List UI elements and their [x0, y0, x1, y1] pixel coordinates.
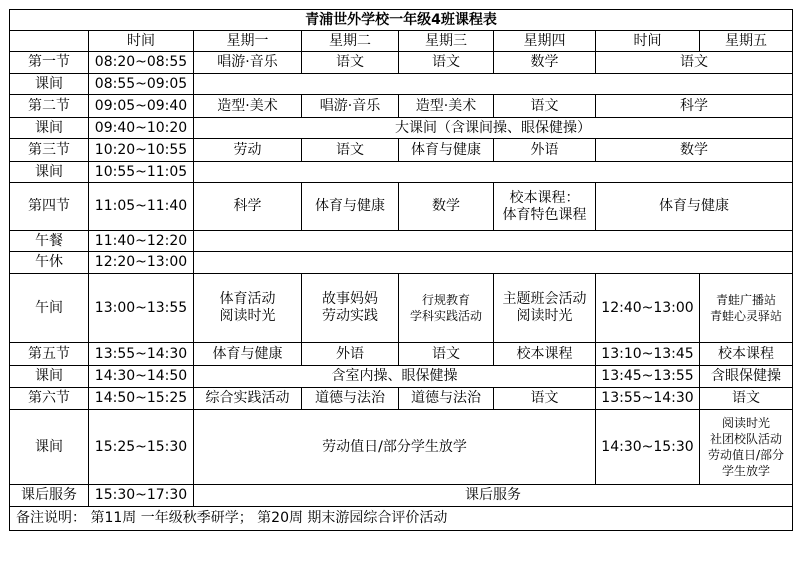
time-friday-cell: 14:30~15:30 [596, 410, 700, 485]
tuesday-cell: 语文 [302, 52, 399, 74]
tuesday-cell: 唱游·音乐 [302, 95, 399, 118]
span-activity-cell: 课后服务 [194, 485, 793, 507]
row-break-5 [10, 366, 793, 388]
thursday-cell [494, 183, 596, 231]
row-label: 课间 [10, 410, 89, 485]
header-monday: 星期一 [194, 31, 302, 52]
tuesday-cell [302, 274, 399, 343]
row-break-6 [10, 410, 793, 485]
row-label: 第三节 [10, 139, 89, 162]
row-label: 午休 [10, 252, 89, 274]
span-activity-cell: 含室内操、眼保健操 [194, 366, 596, 388]
time-cell: 15:25~15:30 [89, 410, 194, 485]
row-break-3 [10, 162, 793, 183]
wednesday-cell: 造型·美术 [399, 95, 494, 118]
friday-cell: 体育与健康 [596, 183, 793, 231]
row-noon [10, 274, 793, 343]
row-label: 课间 [10, 366, 89, 388]
header-tuesday: 星期二 [302, 31, 399, 52]
time-cell: 14:50~15:25 [89, 388, 194, 410]
tuesday-cell: 道德与法治 [302, 388, 399, 410]
row-label: 第二节 [10, 95, 89, 118]
monday-cell: 科学 [194, 183, 302, 231]
time-cell: 12:20~13:00 [89, 252, 194, 274]
header-wednesday: 星期三 [399, 31, 494, 52]
cell-line: 行规教育 [421, 293, 470, 307]
row-period-6 [10, 388, 793, 410]
friday-cell [700, 274, 793, 343]
thursday-cell: 校本课程 [494, 343, 596, 366]
wednesday-cell: 数学 [399, 183, 494, 231]
time-cell: 13:55~14:30 [89, 343, 194, 366]
monday-cell [194, 274, 302, 343]
row-period-4 [10, 183, 793, 231]
friday-cell: 科学 [596, 95, 793, 118]
row-period-3 [10, 139, 793, 162]
row-label: 课间 [10, 162, 89, 183]
row-label: 第五节 [10, 343, 89, 366]
cell-line: 劳动值日/部分 [707, 448, 785, 462]
friday-cell [700, 410, 793, 485]
monday-cell: 唱游·音乐 [194, 52, 302, 74]
empty-span-cell [194, 231, 793, 252]
cell-line: 体育活动 [219, 291, 276, 307]
tuesday-cell: 语文 [302, 139, 399, 162]
row-label: 课后服务 [10, 485, 89, 507]
cell-line: 故事妈妈 [322, 291, 378, 307]
header-time-friday: 时间 [596, 31, 700, 52]
monday-cell: 劳动 [194, 139, 302, 162]
wednesday-cell [399, 274, 494, 343]
thursday-cell [494, 274, 596, 343]
wednesday-cell: 体育与健康 [399, 139, 494, 162]
row-break-1 [10, 74, 793, 95]
monday-cell: 造型·美术 [194, 95, 302, 118]
monday-cell: 综合实践活动 [194, 388, 302, 410]
span-activity-cell: 大课间（含课间操、眼保健操） [194, 118, 793, 139]
row-label: 第四节 [10, 183, 89, 231]
row-lunch [10, 231, 793, 252]
cell-line: 学生放学 [721, 464, 770, 478]
time-cell: 08:55~09:05 [89, 74, 194, 95]
span-activity-cell: 劳动值日/部分学生放学 [194, 410, 596, 485]
time-cell: 09:05~09:40 [89, 95, 194, 118]
title-row [10, 10, 793, 31]
cell-line: 体育特色课程 [502, 206, 587, 223]
row-label: 午餐 [10, 231, 89, 252]
header-row [10, 31, 793, 52]
friday-cell: 语文 [596, 52, 793, 74]
cell-line: 青蛙广播站 [715, 293, 776, 307]
time-friday-cell: 13:45~13:55 [596, 366, 700, 388]
row-after-school [10, 485, 793, 507]
time-cell: 08:20~08:55 [89, 52, 194, 74]
time-friday-cell: 12:40~13:00 [596, 274, 700, 343]
row-period-2 [10, 95, 793, 118]
row-label: 午间 [10, 274, 89, 343]
header-time: 时间 [89, 31, 194, 52]
row-period-1 [10, 52, 793, 74]
time-cell: 15:30~17:30 [89, 485, 194, 507]
empty-span-cell [194, 162, 793, 183]
time-cell: 13:00~13:55 [89, 274, 194, 343]
monday-cell: 体育与健康 [194, 343, 302, 366]
cell-line: 阅读时光 [516, 308, 573, 324]
cell-line: 劳动实践 [322, 308, 378, 324]
time-cell: 14:30~14:50 [89, 366, 194, 388]
wednesday-cell: 语文 [399, 52, 494, 74]
remarks-note: 备注说明： 第11周 一年级秋季研学； 第20周 期末游园综合评价活动 [10, 507, 793, 531]
thursday-cell: 语文 [494, 95, 596, 118]
header-friday: 星期五 [700, 31, 793, 52]
friday-cell: 校本课程 [700, 343, 793, 366]
timetable-wrapper [9, 9, 793, 531]
time-cell: 10:55~11:05 [89, 162, 194, 183]
cell-line: 主题班会活动 [502, 291, 587, 307]
cell-line: 阅读时光 [721, 416, 770, 430]
cell-line: 学科实践活动 [409, 309, 482, 323]
note-row [10, 507, 793, 531]
empty-span-cell [194, 74, 793, 95]
time-cell: 10:20~10:55 [89, 139, 194, 162]
row-label: 课间 [10, 74, 89, 95]
row-period-5 [10, 343, 793, 366]
empty-span-cell [194, 252, 793, 274]
time-friday-cell: 13:55~14:30 [596, 388, 700, 410]
time-cell: 11:40~12:20 [89, 231, 194, 252]
thursday-cell: 语文 [494, 388, 596, 410]
time-cell: 09:40~10:20 [89, 118, 194, 139]
time-friday-cell: 13:10~13:45 [596, 343, 700, 366]
row-label: 课间 [10, 118, 89, 139]
friday-cell: 含眼保健操 [700, 366, 793, 388]
tuesday-cell: 外语 [302, 343, 399, 366]
row-rest [10, 252, 793, 274]
row-label: 第六节 [10, 388, 89, 410]
wednesday-cell: 语文 [399, 343, 494, 366]
cell-line: 青蛙心灵驿站 [709, 309, 782, 323]
cell-line: 社团校队活动 [709, 432, 782, 446]
time-cell: 11:05~11:40 [89, 183, 194, 231]
header-corner [10, 31, 89, 52]
cell-line: 校本课程： [509, 189, 580, 206]
wednesday-cell: 道德与法治 [399, 388, 494, 410]
header-thursday: 星期四 [494, 31, 596, 52]
friday-cell: 语文 [700, 388, 793, 410]
thursday-cell: 数学 [494, 52, 596, 74]
cell-line: 阅读时光 [219, 308, 276, 324]
class-timetable [9, 9, 793, 531]
row-label: 第一节 [10, 52, 89, 74]
friday-cell: 数学 [596, 139, 793, 162]
table-title: 青浦世外学校一年级4班课程表 [10, 10, 793, 31]
row-break-2 [10, 118, 793, 139]
tuesday-cell: 体育与健康 [302, 183, 399, 231]
thursday-cell: 外语 [494, 139, 596, 162]
